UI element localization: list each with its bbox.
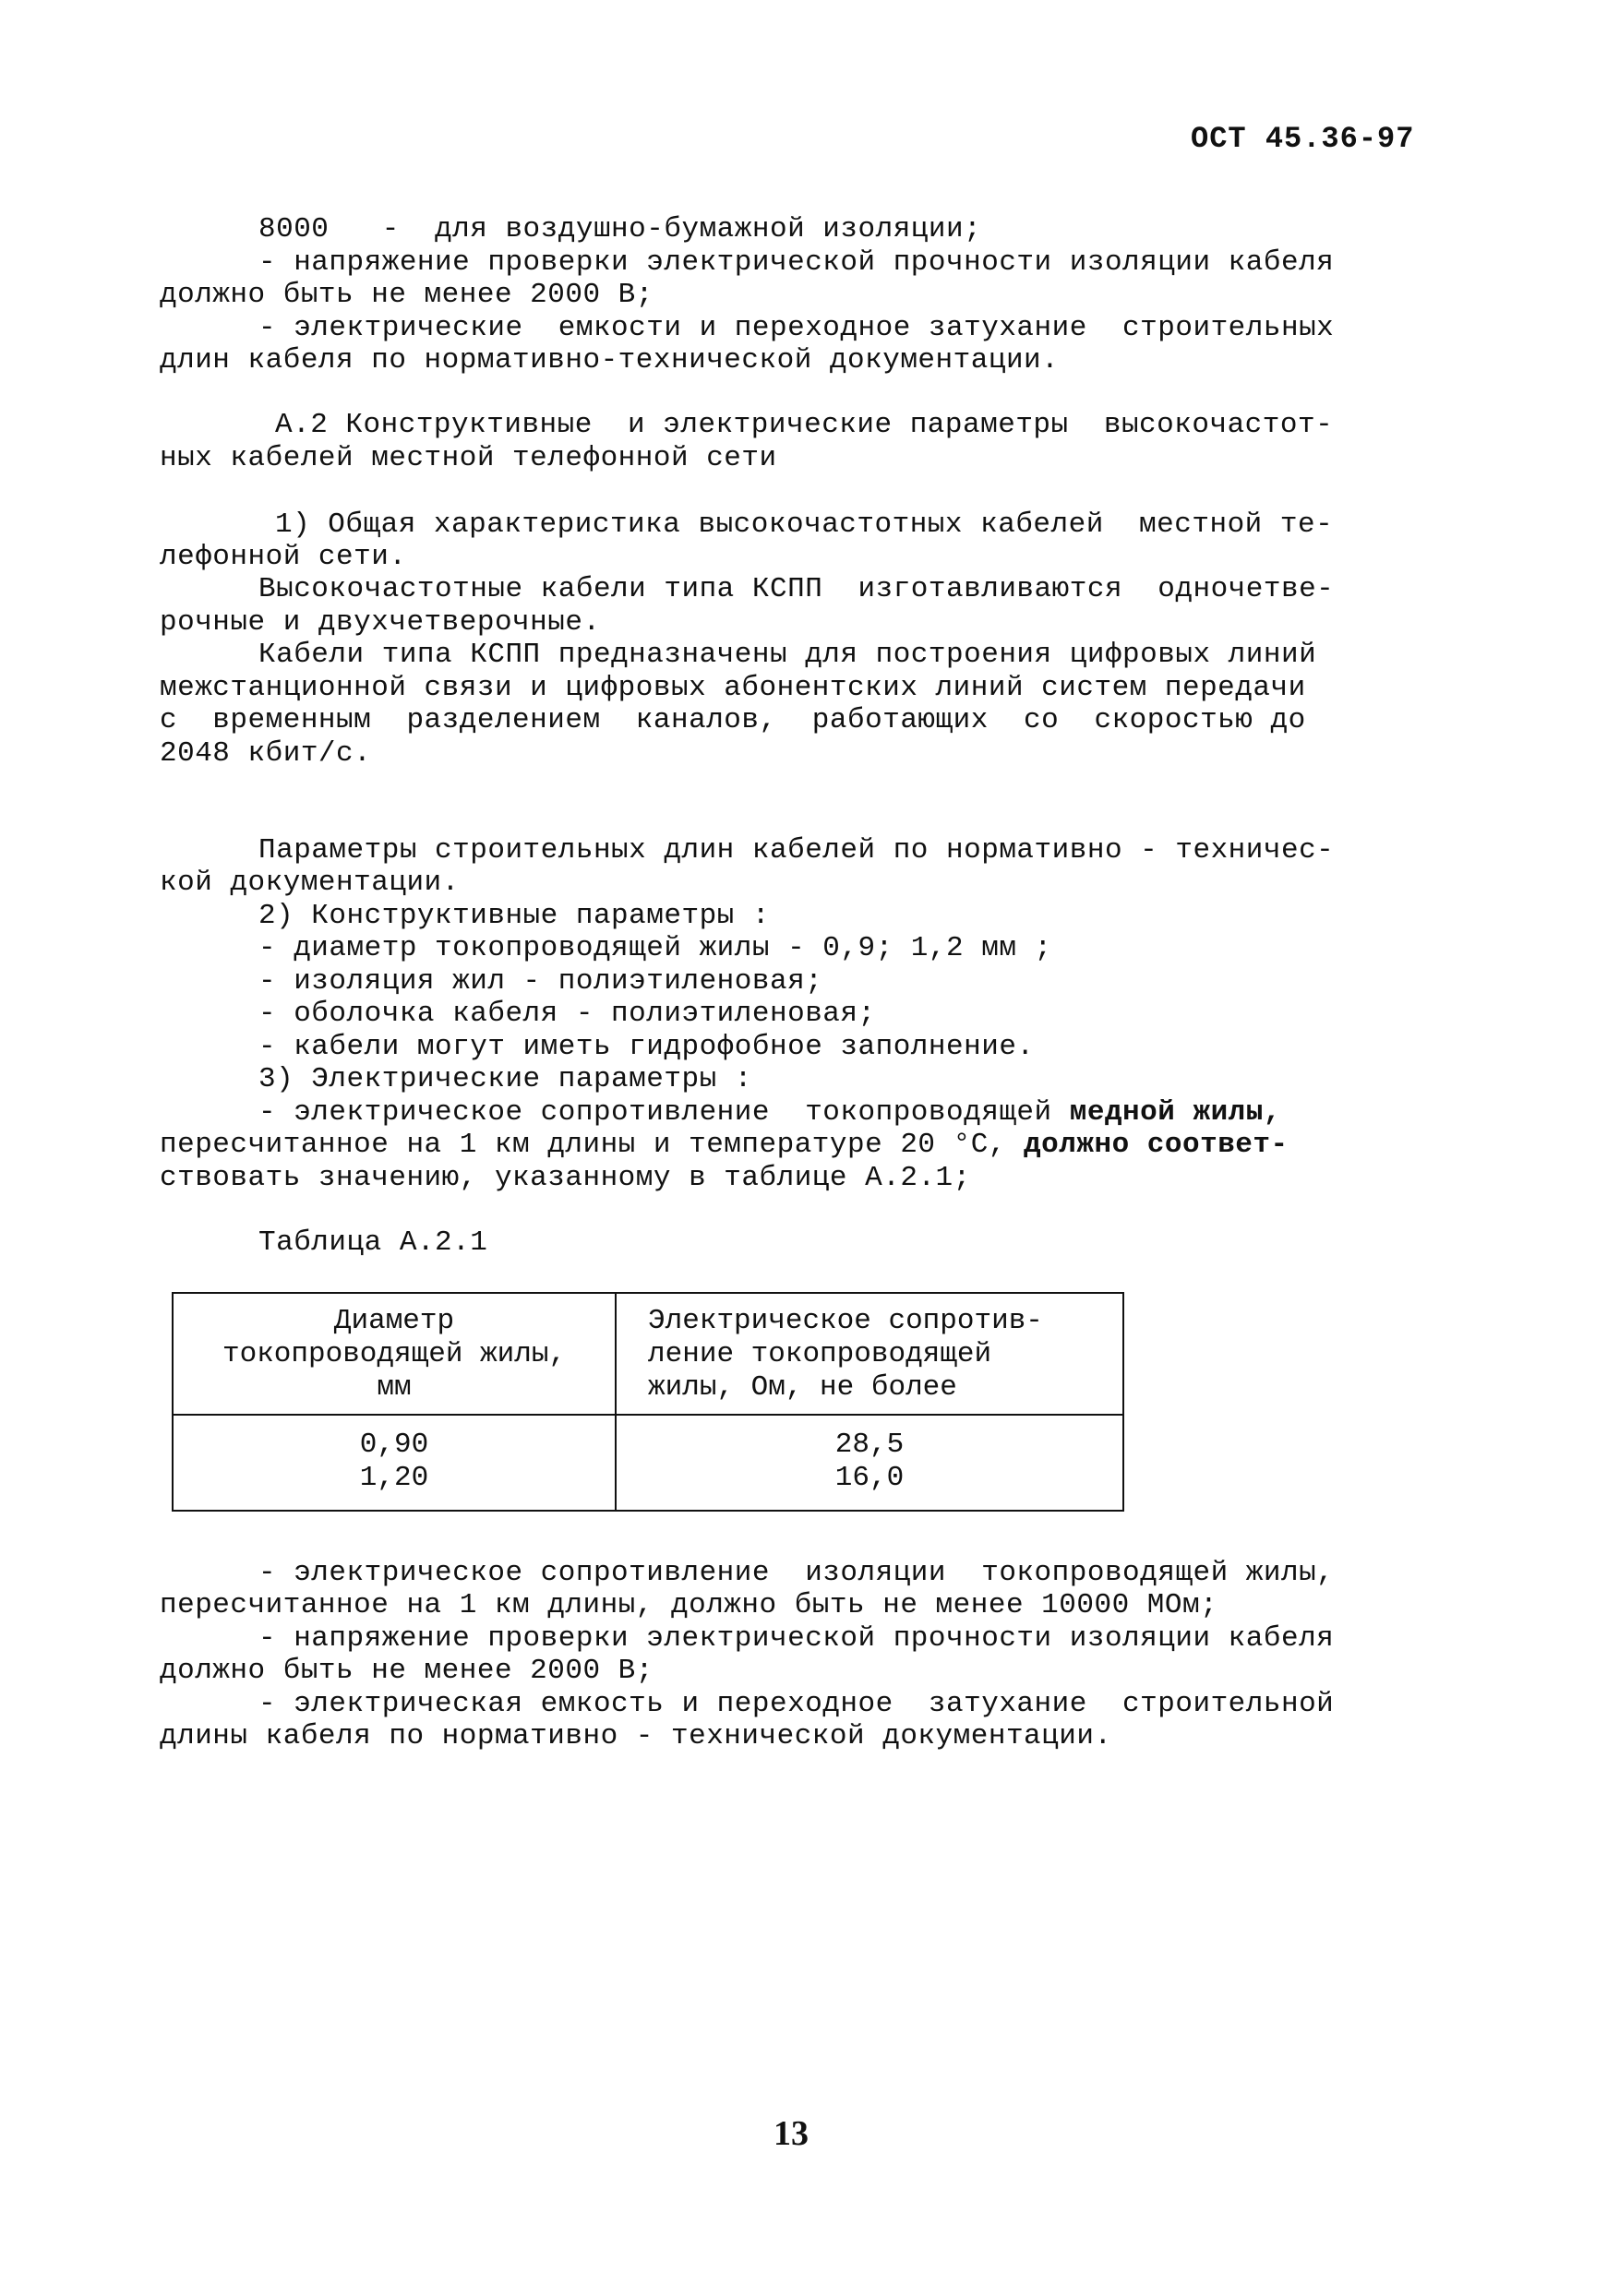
document-code-header: ОСТ 45.36-97 bbox=[1191, 122, 1415, 156]
text-line: межстанционной связи и цифровых абонентских линий систем передачи bbox=[160, 672, 1306, 704]
text-line: Кабели типа КСПП предназначены для построения цифровых линий bbox=[258, 639, 1317, 671]
text-line: - кабели могут иметь гидрофобное заполнение. bbox=[258, 1031, 1035, 1063]
text-line-mixed bbox=[258, 1097, 1281, 1129]
text-line: рочные и двухчетверочные. bbox=[160, 606, 601, 639]
text-line: - изоляция жил - полиэтиленовая; bbox=[258, 965, 823, 998]
bold-text-segment: медной жилы, bbox=[1069, 1096, 1281, 1129]
table-caption: Таблица А.2.1 bbox=[258, 1226, 488, 1259]
header-text: Диаметр bbox=[333, 1305, 455, 1337]
table-header-diameter bbox=[173, 1293, 616, 1415]
text-line: пересчитанное на 1 км длины, должно быть не менее 10000 МОм; bbox=[160, 1589, 1218, 1621]
page-number: 13 bbox=[774, 2114, 809, 2153]
text-line: - электрические емкости и переходное затухание строительных bbox=[258, 312, 1335, 344]
text-line: 2048 кбит/с. bbox=[160, 737, 372, 770]
text-line: Высокочастотные кабели типа КСПП изготавливаются одночетве- bbox=[258, 573, 1335, 605]
text-line: длины кабеля по нормативно - технической документации. bbox=[160, 1720, 1112, 1752]
header-text: мм bbox=[377, 1371, 412, 1404]
text-line: Параметры строительных длин кабелей по нормативно - техничес- bbox=[258, 834, 1335, 867]
header-text: жилы, Ом, не более bbox=[648, 1371, 957, 1404]
header-text: ление токопроводящей bbox=[648, 1338, 992, 1370]
table-cell-resistance bbox=[616, 1415, 1123, 1511]
text-line: должно быть не менее 2000 В; bbox=[160, 279, 654, 311]
table-header-row bbox=[173, 1293, 1123, 1415]
text-line-mixed bbox=[160, 1130, 1289, 1161]
cell-value: 0,90 bbox=[359, 1429, 429, 1461]
text-segment: - электрическое сопротивление токопроводящей bbox=[258, 1096, 1070, 1129]
text-line: 3) Электрические параметры : bbox=[258, 1063, 752, 1095]
text-line: ствовать значению, указанному в таблице А.2.1; bbox=[160, 1162, 971, 1194]
cell-value: 16,0 bbox=[834, 1462, 905, 1494]
text-line: с временным разделением каналов, работающих со скоростью до bbox=[160, 704, 1306, 736]
section-heading-line: ных кабелей местной телефонной сети bbox=[160, 442, 777, 474]
text-line: 8000 - для воздушно-бумажной изоляции; bbox=[258, 213, 982, 245]
text-line: 2) Конструктивные параметры : bbox=[258, 900, 770, 932]
text-line: должно быть не менее 2000 В; bbox=[160, 1655, 654, 1687]
table-cell-diameter bbox=[173, 1415, 616, 1511]
cell-value: 1,20 bbox=[359, 1462, 429, 1494]
header-text: токопроводящей жилы, bbox=[222, 1338, 567, 1370]
text-line: - напряжение проверки электрической прочности изоляции кабеля bbox=[258, 246, 1335, 279]
text-line: кой документации. bbox=[160, 867, 460, 899]
text-line: - электрическое сопротивление изоляции токопроводящей жилы, bbox=[258, 1557, 1335, 1589]
text-line: - электрическая емкость и переходное затухание строительной bbox=[258, 1688, 1335, 1720]
resistance-table bbox=[172, 1292, 1124, 1512]
text-line: длин кабеля по нормативно-технической документации. bbox=[160, 344, 1060, 377]
text-line: - оболочка кабеля - полиэтиленовая; bbox=[258, 998, 876, 1030]
text-line: - диаметр токопроводящей жилы - 0,9; 1,2 мм ; bbox=[258, 932, 1052, 964]
text-line: - напряжение проверки электрической прочности изоляции кабеля bbox=[258, 1622, 1335, 1655]
table-header-resistance bbox=[616, 1293, 1123, 1415]
text-line: 1) Общая характеристика высокочастотных кабелей местной те- bbox=[275, 508, 1334, 541]
bold-text-segment: должно соответ- bbox=[1024, 1129, 1289, 1161]
cell-value: 28,5 bbox=[834, 1429, 905, 1461]
table-row bbox=[173, 1415, 1123, 1511]
text-segment: пересчитанное на 1 км длины и температуре 20 °С, bbox=[160, 1129, 1025, 1161]
text-line: лефонной сети. bbox=[160, 541, 407, 573]
section-heading-line: А.2 Конструктивные и электрические параметры высокочастот- bbox=[275, 409, 1334, 441]
header-text: Электрическое сопротив- bbox=[648, 1305, 1043, 1337]
